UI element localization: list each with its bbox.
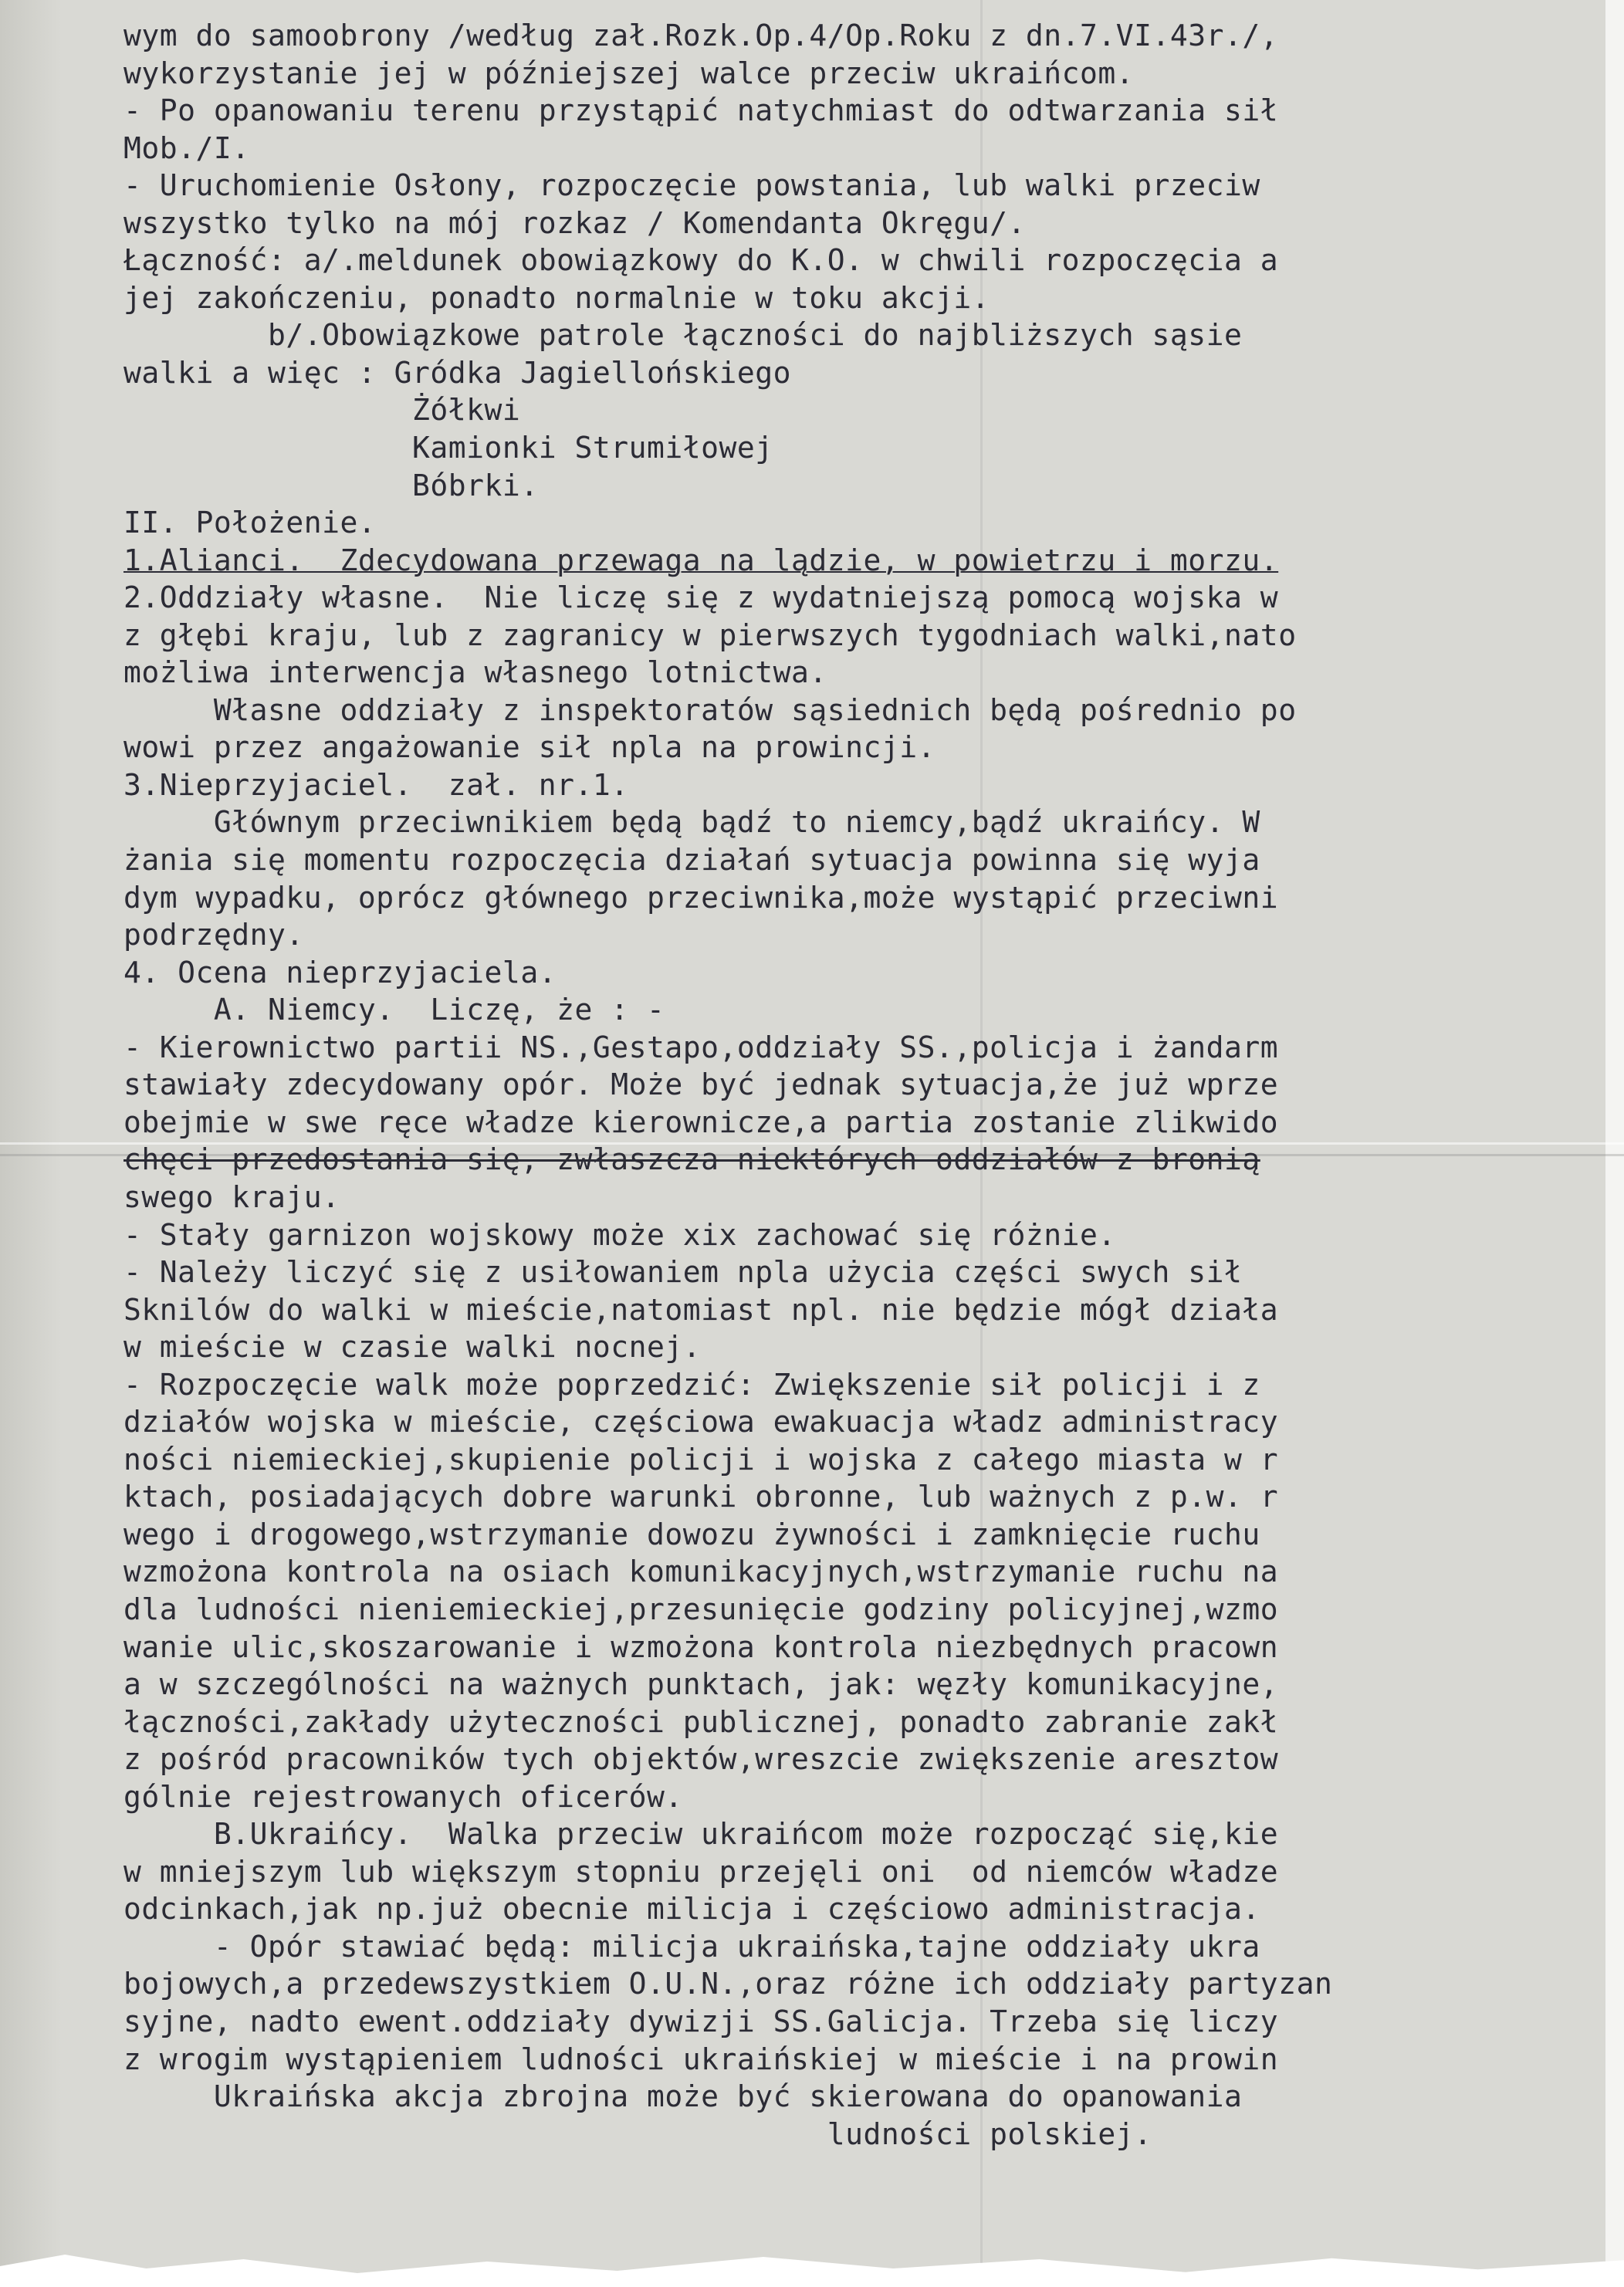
text-line: dym wypadku, oprócz głównego przeciwnika,może wystąpić przeciwni (123, 880, 1279, 915)
typewritten-text-block (123, 17, 1613, 2240)
text-line: syjne, nadto ewent.oddziały dywizji SS.Galicja. Trzeba się liczy (123, 2004, 1279, 2038)
text-line: - Kierownictwo partii NS.,Gestapo,oddziały SS.,policja i żandarm (123, 1030, 1279, 1064)
text-line: b/.Obowiązkowe patrole łączności do najbliższych sąsie (123, 318, 1243, 353)
text-line: z wrogim wystąpieniem ludności ukraińskiej w mieście i na prowin (123, 2042, 1279, 2076)
text-line: 2.Oddziały własne. Nie liczę się z wydatniejszą pomocą wojska w (123, 580, 1279, 615)
text-line: A. Niemcy. Liczę, że : - (123, 993, 665, 1027)
text-line: wego i drogowego,wstrzymanie dowozu żywności i zamknięcie ruchu (123, 1517, 1260, 1551)
text-line: Mob./I. (123, 130, 250, 165)
text-line: wanie ulic,skoszarowanie i wzmożona kontrola niezbędnych pracown (123, 1629, 1279, 1664)
text-line: Własne oddziały z inspektoratów sąsiednich będą pośrednio po (123, 692, 1297, 727)
text-line: Głównym przeciwnikiem będą bądź to niemcy,bądź ukraińcy. W (123, 805, 1260, 840)
text-line: Kamionki Strumiłowej (123, 431, 773, 465)
text-line: 3.Nieprzyjaciel. zał. nr.1. (123, 767, 629, 802)
text-line: - Należy liczyć się z usiłowaniem npla użycia części swych sił (123, 1255, 1243, 1290)
text-line: żania się momentu rozpoczęcia działań sytuacja powinna się wyja (123, 843, 1260, 878)
text-line: - Opór stawiać będą: milicja ukraińska,tajne oddziały ukra (123, 1929, 1260, 1964)
text-line: bojowych,a przedewszystkiem O.U.N.,oraz różne ich oddziały partyzan (123, 1967, 1333, 2001)
section-heading: II. Położenie. (123, 506, 377, 540)
text-line: - Stały garnizon wojskowy może xix zachować się różnie. (123, 1217, 1116, 1252)
text-line: z pośród pracowników tych objektów,wreszcie zwiększenie aresztow (123, 1742, 1279, 1777)
text-line: B.Ukraińcy. Walka przeciw ukraińcom może rozpocząć się,kie (123, 1817, 1279, 1852)
text-line: wzmożona kontrola na osiach komunikacyjnych,wstrzymanie ruchu na (123, 1555, 1279, 1589)
text-line: - Rozpoczęcie walk może poprzedzić: Zwiększenie sił policji i z (123, 1367, 1260, 1402)
text-line: obejmie w swe ręce władze kierownicze,a partia zostanie zlikwido (123, 1105, 1279, 1139)
text-line: ktach, posiadających dobre warunki obronne, lub ważnych z p.w. r (123, 1480, 1279, 1514)
text-line: z głębi kraju, lub z zagranicy w pierwszych tygodniach walki,nato (123, 617, 1297, 652)
text-line: dla ludności nieniemieckiej,przesunięcie godziny policyjnej,wzmo (123, 1592, 1279, 1626)
text-line: walki a więc : Gródka Jagiellońskiego (123, 355, 791, 390)
text-line: możliwa interwencja własnego lotnictwa. (123, 655, 827, 690)
text-line: - Po opanowaniu terenu przystąpić natychmiast do odtwarzania sił (123, 93, 1279, 128)
text-line: Bóbrki. (123, 468, 539, 502)
text-line: 1.Alianci. Zdecydowana przewaga na lądzie, w powietrzu i morzu. (123, 543, 1279, 577)
text-line: wym do samoobrony /według zał.Rozk.Op.4/Op.Roku z dn.7.VI.43r./, (123, 19, 1279, 52)
text-line: Sknilów do walki w mieście,natomiast npl. nie będzie mógł działa (123, 1292, 1279, 1327)
text-line: podrzędny. (123, 918, 304, 952)
text-line: stawiały zdecydowany opór. Może być jednak sytuacja,że już wprze (123, 1067, 1279, 1102)
text-line: wszystko tylko na mój rozkaz / Komendanta Okręgu/. (123, 205, 1026, 240)
text-line: Ukraińska akcja zbrojna może być skierowana do opanowania (123, 2079, 1243, 2114)
text-line: w mieście w czasie walki nocnej. (123, 1330, 702, 1365)
text-line: Łączność: a/.meldunek obowiązkowy do K.O. w chwili rozpoczęcia a (123, 243, 1279, 278)
text-line: jej zakończeniu, ponadto normalnie w toku akcji. (123, 280, 990, 315)
text-line: a w szczególności na ważnych punktach, jak: węzły komunikacyjne, (123, 1667, 1279, 1702)
text-line: w mniejszym lub większym stopniu przejęli oni od niemców władze (123, 1854, 1279, 1889)
text-line: ności niemieckiej,skupienie policji i wojska z całego miasta w r (123, 1442, 1279, 1477)
text-line: Żółkwi (123, 393, 521, 428)
text-line: wowi przez angażowanie sił npla na prowincji. (123, 730, 936, 765)
text-line: 4. Ocena nieprzyjaciela. (123, 955, 557, 990)
text-line: swego kraju. (123, 1179, 340, 1214)
text-line: ludności polskiej. (123, 2116, 1152, 2151)
text-line: gólnie rejestrowanych oficerów. (123, 1779, 683, 1814)
text-line: odcinkach,jak np.już obecnie milicja i częściowo administracja. (123, 1892, 1260, 1927)
text-line: wykorzystanie jej w późniejszej walce przeciw ukraińcom. (123, 56, 1135, 90)
text-line-struck: chęci przedostania się, zwłaszcza niektórych oddziałów z bronią (123, 1142, 1260, 1177)
torn-bottom-edge (0, 2241, 1624, 2287)
text-line: działów wojska w mieście, częściowa ewakuacja władz administracy (123, 1405, 1279, 1440)
text-line: łączności,zakłady użyteczności publicznej, ponadto zabranie zakł (123, 1704, 1279, 1739)
text-line: - Uruchomienie Osłony, rozpoczęcie powstania, lub walki przeciw (123, 168, 1260, 203)
